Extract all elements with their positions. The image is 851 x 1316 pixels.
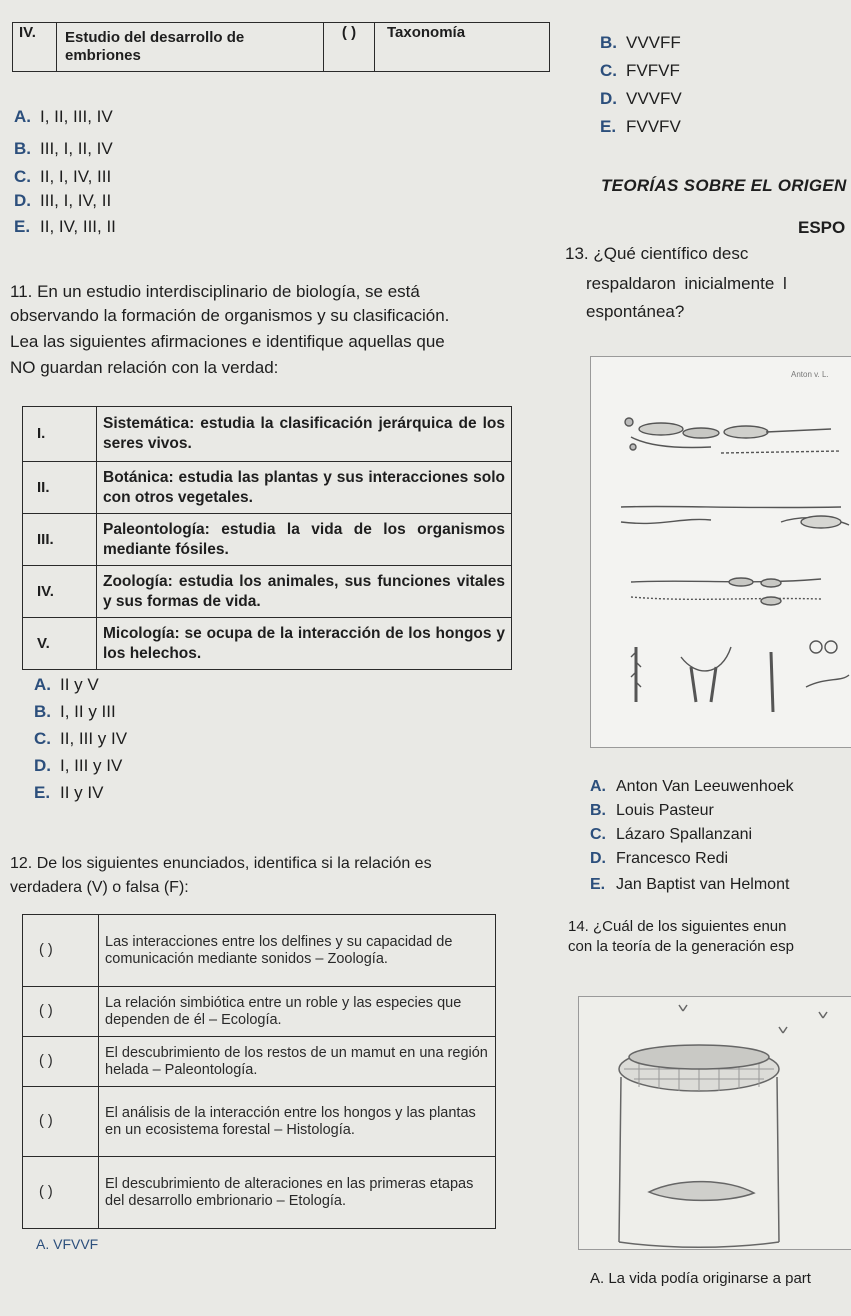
row-statement: El descubrimiento de los restos de un mamut en una región helada – Paleontología. [99,1037,496,1087]
option-e[interactable]: E. II, IV, III, II [14,217,116,236]
answer-blank[interactable]: ( ) [23,915,99,987]
row-category: Taxonomía [375,23,550,72]
q13-option-c[interactable]: C. Lázaro Spallanzani [590,826,753,843]
q11-line3: Lea las siguientes afirmaciones e identifique aquellas que [10,332,445,351]
jar-illustration [579,997,851,1249]
row-number: IV. [23,566,97,618]
answer-blank[interactable]: ( ) [23,1037,99,1087]
row-statement: La relación simbiótica entre un roble y las especies que dependen de él – Ecología. [99,987,496,1037]
table-row-iv [12,22,550,72]
q12-line1: 12. De los siguientes enunciados, identifica si la relación es [10,855,432,872]
option-e-right[interactable]: E. FVVFV [600,117,681,136]
row-statement: Estudio del desarrollo de embriones [57,23,324,72]
table-row [23,407,512,462]
q13-option-b[interactable]: B. Louis Pasteur [590,802,714,819]
q14-line1: 14. ¿Cuál de los siguientes enun [568,918,787,935]
q13-option-d[interactable]: D. Francesco Redi [590,850,729,867]
q12-option-a[interactable]: A. VFVVF [36,1236,99,1252]
table-row [23,1037,496,1087]
q11-line4: NO guardan relación con la verdad: [10,358,279,377]
option-c-right[interactable]: C. FVFVF [600,61,680,80]
row-number: V. [23,618,97,670]
q12-line2: verdadera (V) o falsa (F): [10,879,189,896]
option-d[interactable]: D. III, I, IV, II [14,191,112,210]
q13-line3: espontánea? [586,302,685,321]
microorganisms-illustration [591,357,851,747]
q11-option-c[interactable]: C. II, III y IV [34,729,128,748]
q13-option-a[interactable]: A. Anton Van Leeuwenhoek [590,778,794,795]
q11-table [22,406,512,670]
table-row [23,618,512,670]
q11-line2: observando la formación de organismos y su clasificación. [10,306,450,325]
q11-option-e[interactable]: E. II y IV [34,783,104,802]
row-number: II. [23,462,97,514]
option-d-right[interactable]: D. VVVFV [600,89,682,108]
table-row [23,1157,496,1229]
row-number: IV. [13,23,57,72]
q14-option-a[interactable]: A. La vida podía originarse a part [590,1270,811,1287]
row-number: III. [23,514,97,566]
table-row [23,987,496,1037]
q13-line2: respaldaron inicialmente l [586,274,787,293]
row-statement: El descubrimiento de alteraciones en las primeras etapas del desarrollo embrionario – Etología. [99,1157,496,1229]
table-row [23,566,512,618]
option-a[interactable]: A. I, II, III, IV [14,107,113,126]
row-number: I. [23,407,97,462]
row-statement: Paleontología: estudia la vida de los organismos mediante fósiles. [97,514,512,566]
q11-option-b[interactable]: B. I, II y III [34,702,116,721]
table-row [23,514,512,566]
answer-blank[interactable]: ( ) [23,987,99,1037]
answer-blank[interactable]: ( ) [23,1087,99,1157]
q13-option-e[interactable]: E. Jan Baptist van Helmont [590,876,790,893]
microorganisms-figure [590,356,851,748]
row-statement: El análisis de la interacción entre los hongos y las plantas en un ecosistema forestal – Histología. [99,1087,496,1157]
q11-option-a[interactable]: A. II y V [34,675,99,694]
row-statement: Botánica: estudia las plantas y sus interacciones solo con otros vegetales. [97,462,512,514]
q13-line1: 13. ¿Qué científico desc [565,244,749,263]
option-c[interactable]: C. II, I, IV, III [14,167,112,186]
table-row [23,1087,496,1157]
option-b[interactable]: B. III, I, II, IV [14,139,113,158]
section-title: TEORÍAS SOBRE EL ORIGEN [601,176,847,195]
answer-blank[interactable]: ( ) [23,1157,99,1229]
q11-option-d[interactable]: D. I, III y IV [34,756,123,775]
row-answer-blank[interactable]: ( ) [324,23,375,72]
section-subtitle: ESPO [798,218,846,237]
q12-table [22,914,496,1229]
q14-line2: con la teoría de la generación esp [568,938,794,955]
table-row [23,462,512,514]
row-statement: Sistemática: estudia la clasificación jerárquica de los seres vivos. [97,407,512,462]
table-row [23,915,496,987]
q11-line1: 11. En un estudio interdisciplinario de biología, se está [10,282,420,301]
row-statement: Zoología: estudia los animales, sus funciones vitales y sus formas de vida. [97,566,512,618]
row-statement: Las interacciones entre los delfines y su capacidad de comunicación mediante sonidos – Zoología. [99,915,496,987]
option-b-right[interactable]: B. VVVFF [600,33,681,52]
jar-figure [578,996,851,1250]
row-statement: Micología: se ocupa de la interacción de los hongos y los helechos. [97,618,512,670]
figure-caption: Anton v. L. [791,370,829,379]
